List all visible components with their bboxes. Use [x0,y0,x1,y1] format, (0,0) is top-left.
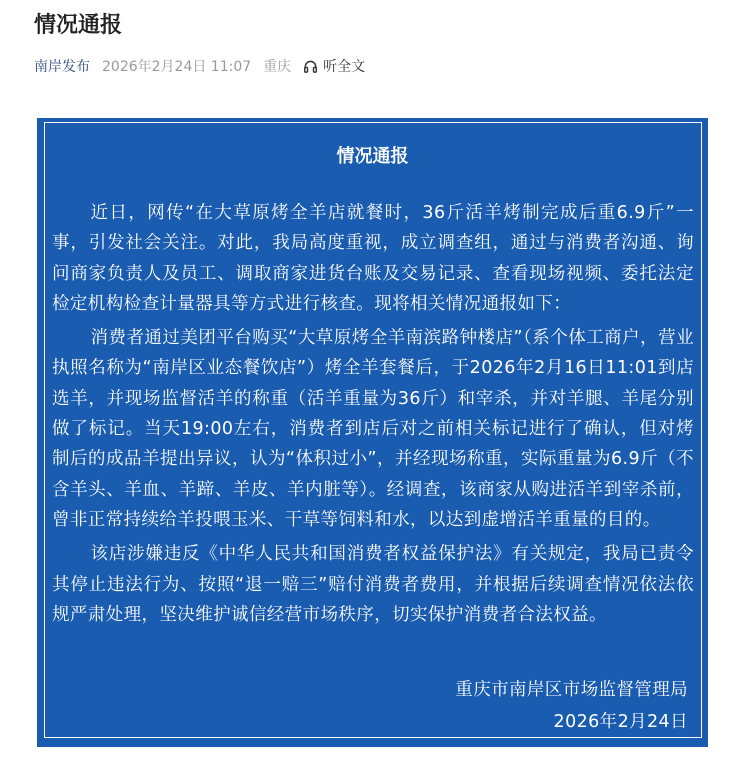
notice-paragraph: 近日，网传“在大草原烤全羊店就餐时，36斤活羊烤制完成后重6.9斤”一事，引发社会关注。对此，我局高度重视，成立调查组，通过与消费者沟通、询问商家负责人及员工、调取商家进货台账及交易记录、查看现场视频、委托法定检定机构检查计量器具等方式进行核查。现将相关情况通报如下： [52,203,694,314]
signature-org: 重庆市南岸区市场监督管理局 [455,680,688,700]
article-meta [34,56,365,76]
listen-full-text-button[interactable] [303,56,365,76]
listen-label: 听全文 [323,59,366,75]
source-link[interactable]: 南岸发布 [34,59,90,75]
signature-date: 2026年2月24日 [553,712,688,732]
notice-card [36,117,709,748]
notice-body [52,198,694,634]
location-label: 重庆 [263,59,292,75]
publish-date: 2026年2月24日 11:07 [102,59,252,75]
notice-heading: 情况通报 [336,146,409,167]
notice-paragraph: 该店涉嫌违反《中华人民共和国消费者权益保护法》有关规定，我局已责令其停止违法行为、按照“退一赔三”赔付消费者费用，并根据后续调查情况依法依规严肃处理，坚决维护诚信经营市场秩序，切实保护消费者合法权益。 [52,544,694,625]
notice-paragraph: 消费者通过美团平台购买“大草原烤全羊南滨路钟楼店”（系个体工商户，营业执照名称为“南岸区业态餐饮店”）烤全羊套餐后，于2026年2月16日11:01到店选羊，并现场监督活羊的称重（活羊重量为36斤）和宰杀，并对羊腿、羊尾分别做了标记。当天19:00左右，消费者到店后对之前相关标记进行了确认，但对烤制后的成品羊提出异议，认为“体积过小”，并经现场称重，实际重量为6.9斤（不含羊头、羊血、羊蹄、羊皮、羊内脏等）。经调查，该商家从购进活羊到宰杀前，曾非正常持续给羊投喂玉米、干草等饲料和水，以达到虚增活羊重量的目的。 [52,328,694,530]
page-title: 情况通报 [34,13,123,38]
headphones-icon [303,59,318,74]
